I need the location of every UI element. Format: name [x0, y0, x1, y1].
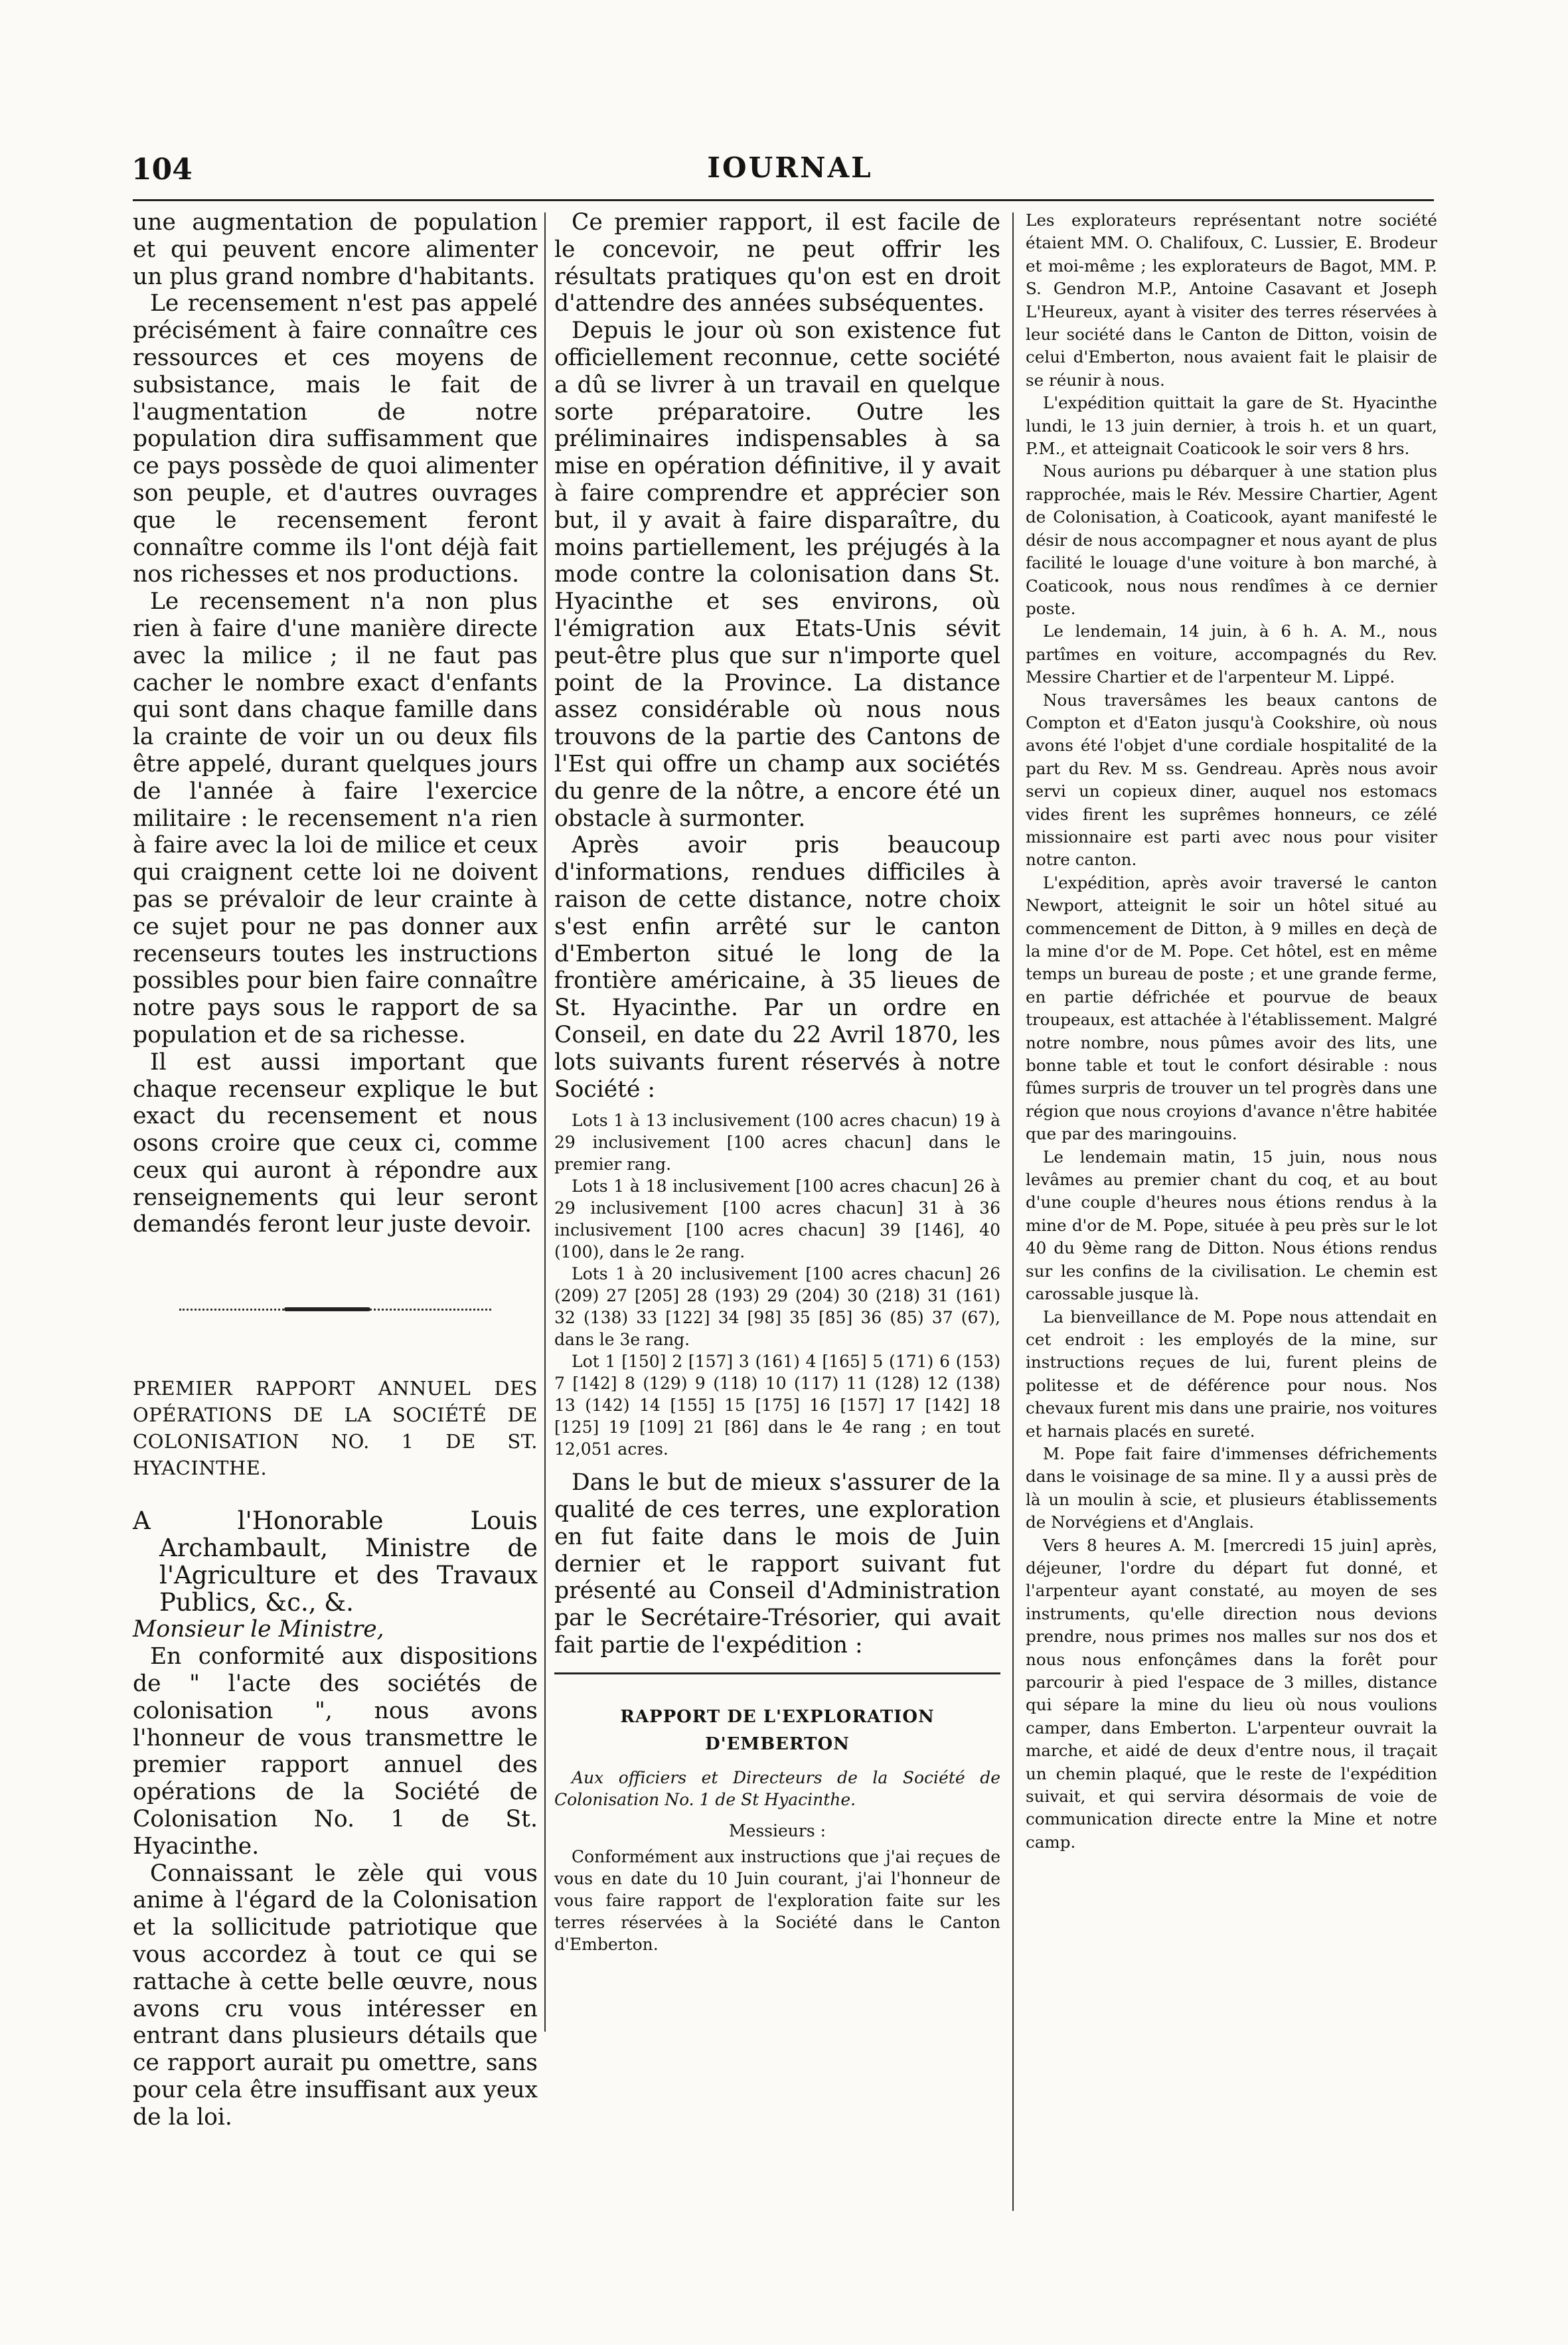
- page-number: 104: [131, 153, 193, 187]
- header-rule: [133, 199, 1434, 201]
- right-paragraph: La bienveillance de M. Pope nous attendait en cet endroit : les employés de la mine, sur instructions reçues de lui, furent pleins de politesse et de déférence pour nous. Nos chevaux furent mis dans une prairie, nos voitures et harnais placés en sureté.: [1026, 1307, 1437, 1441]
- left-column: [133, 209, 538, 2131]
- right-paragraph: Nous traversâmes les beaux cantons de Compton et d'Eaton jusqu'à Cookshire, où nous avons été l'objet d'une cordiale hospitalité de la part du Rev. M ss. Gendreau. Après nous avoir servi un copieux diner, auquel nos estomacs vides firent les suprêmes honneurs, ce zélé missionnaire est parti avec nous pour visiter notre canton.: [1026, 690, 1437, 870]
- column-divider-right: [1012, 212, 1014, 2211]
- lots-entry: Lots 1 à 18 inclusivement [100 acres chacun] 26 à 29 inclusivement [100 acres chacun] 31 à 36 inclusivement [100 acres chacun] 39 [146], 40 (100), dans le 2e rang.: [554, 1176, 1000, 1262]
- right-paragraph: Les explorateurs représentant notre société étaient MM. O. Chalifoux, C. Lussier, E. Brodeur et moi-même ; les explorateurs de Bagot, MM. P. S. Gendron M.P., Antoine Casavant et Joseph L'Heureux, ayant à visiter des terres réservées à leur société dans le Canton de Ditton, voisin de celui d'Emberton, nous avaient fait le plaisir de se réunir à nous.: [1026, 210, 1437, 390]
- middle-column: [554, 209, 1000, 1955]
- right-column: [1026, 209, 1437, 1854]
- lots-entry: Lots 1 à 20 inclusivement [100 acres chacun] 26 (209) 27 [205] 28 (193) 29 (204) 30 (218) 31 (161) 32 (138) 33 [122] 34 [98] 35 [85] 36 (85) 37 (67), dans le 3e rang.: [554, 1264, 1000, 1350]
- right-paragraph: Le lendemain, 14 juin, à 6 h. A. M., nous partîmes en voiture, accompagnés du Rev. Messire Chartier et de l'arpenteur M. Lippé.: [1026, 621, 1437, 687]
- right-paragraph: L'expédition, après avoir traversé le canton Newport, atteignit le soir un hôtel situé au commencement de Ditton, à 9 milles en deçà de la mine d'or de M. Pope. Cet hôtel, est en même temps un bureau de poste ; et une grande ferme, en partie défrichée et pourvue de beaux troupeaux, est attachée à l'établissement. Malgré notre nombre, nous pûmes avoir des lits, une bonne table et tout le confort désirable : nous fûmes surpris de trouver un tel progrès dans une région que nous croyions d'avance n'être habitée que par des maringouins.: [1026, 872, 1437, 1144]
- right-paragraph: Nous aurions pu débarquer à une station plus rapprochée, mais le Rév. Messire Chartier, Agent de Colonisation, à Coaticook, ayant manifesté le désir de nous accompagner et nous ayant de plus facilité le louage d'une voiture à bon marché, à Coaticook, nous nous rendîmes à ce dernier poste.: [1026, 461, 1437, 618]
- report-rule: [554, 1672, 1000, 1674]
- right-paragraph: M. Pope fait faire d'immenses défrichements dans le voisinage de sa mine. Il y a aussi près de là un moulin à scie, et plusieurs établissements de Norvégiens et d'Anglais.: [1026, 1443, 1437, 1532]
- middle-paragraph: Depuis le jour où son existence fut officiellement reconnue, cette société a dû se livrer à un travail en quelque sorte préparatoire. Outre les préliminaires indispensables à sa mise en opération définitive, il y avait à faire comprendre et apprécier son but, il y avait à faire disparaître, du moins partiellement, les préjugés à la mode contre la colonisation dans St. Hyacinthe et ses environs, où l'émigration aux Etats-Unis sévit peut-être plus que sur n'importe quel point de la Province. La distance assez considérable où nous nous trouvons de la partie des Cantons de l'Est qui offre un champ aux sociétés du genre de la nôtre, a encore été un obstacle à surmonter.: [554, 317, 1000, 832]
- report-salutation: Messieurs :: [728, 1821, 826, 1841]
- report-title: RAPPORT DE L'EXPLORATION D'EMBERTON: [620, 1706, 935, 1754]
- right-paragraph: Vers 8 heures A. M. [mercredi 15 juin] après, déjeuner, l'ordre du départ fut donné, et l'arpenteur ayant constaté, au moyen de ses instruments, qu'elle direction nous devions prendre, nous primes nos malles sur nos dos et nous nous enfonçâmes dans la forêt pour parcourir à pied l'espace de 3 milles, distance qui sépare la mine du lieu où nous voulions camper, dans Emberton. L'arpenteur ouvrait la marche, et aidé de deux d'entre nous, il traçait un chemin plaqué, que le reste de l'expédition suivait, et qui servira désormais de voie de communication directe entre la Mine et notre camp.: [1026, 1535, 1437, 1852]
- lots-entry: Lots 1 à 13 inclusivement (100 acres chacun) 19 à 29 inclusivement [100 acres chacun] dans le premier rang.: [554, 1111, 1000, 1174]
- section-title: PREMIER RAPPORT ANNUEL DES OPÉRATIONS DE LA SOCIÉTÉ DE COLONISATION NO. 1 DE ST. HYACINTHE.: [133, 1377, 538, 1480]
- left-paragraph: Le recensement n'a non plus rien à faire d'une manière directe avec la milice ; il ne faut pas cacher le nombre exact d'enfants qui sont dans chaque famille dans la crainte de voir un ou deux fils être appelé, durant quelques jours de l'année à faire l'exercice militaire : le recensement n'a rien à faire avec la loi de milice et ceux qui craignent cette loi ne doivent pas se prévaloir de leur crainte à ce sujet pour ne pas donner aux recenseurs toutes les instructions possibles pour bien faire connaître notre pays sous le rapport de sa population et de sa richesse.: [133, 588, 538, 1048]
- right-paragraph: Le lendemain matin, 15 juin, nous nous levâmes au premier chant du coq, et au bout d'une couple d'heures nous étions rendus à la mine d'or de M. Pope, située à peu près sur le lot 40 du 9ème rang de Ditton. Nous étions rendus sur les confins de la civilisation. Le chemin est carossable jusque là.: [1026, 1147, 1437, 1304]
- letter-salutation: Monsieur le Ministre,: [133, 1616, 384, 1643]
- report-subtitle: Aux officiers et Directeurs de la Société de Colonisation No. 1 de St Hyacinthe.: [554, 1768, 1000, 1810]
- lots-list: [554, 1109, 1000, 1460]
- report-body: Conformément aux instructions que j'ai reçues de vous en date du 10 Juin courant, j'ai l'honneur de vous faire rapport de l'exploration faite sur les terres réservées à la Société dans le Canton d'Emberton.: [554, 1847, 1000, 1955]
- column-divider-left: [544, 212, 546, 2032]
- middle-paragraph: Ce premier rapport, il est facile de le concevoir, ne peut offrir les résultats pratiques qu'on est en droit d'attendre des années subséquentes.: [554, 209, 1000, 317]
- journal-title: IOURNAL: [707, 151, 873, 184]
- lots-entry: Lot 1 [150] 2 [157] 3 (161) 4 [165] 5 (171) 6 (153) 7 [142] 8 (129) 9 (118) 10 (117) 11 (128) 12 (138) 13 (142) 14 [155] 15 [175] 16 [157] 17 [142] 18 [125] 19 [109] 21 [86] dans le 4e rang ; en tout 12,051 acres.: [554, 1352, 1000, 1459]
- middle-paragraph: Après avoir pris beaucoup d'informations, rendues difficiles à raison de cette distance, notre choix s'est enfin arrêté sur le canton d'Emberton situé le long de la frontière américaine, à 35 lieues de St. Hyacinthe. Par un ordre en Conseil, en date du 22 Avril 1870, les lots suivants furent réservés à notre Société :: [554, 832, 1000, 1103]
- letter-paragraph: En conformité aux dispositions de " l'acte des sociétés de colonisation ", nous avons l'honneur de vous transmettre le premier rapport annuel des opérations de la Société de Colonisation No. 1 de St. Hyacinthe.: [133, 1643, 538, 1860]
- left-paragraph: Il est aussi important que chaque recenseur explique le but exact du recensement et nous osons croire que ceux ci, comme ceux qui auront à répondre aux renseignements qui leur seront demandés feront leur juste devoir.: [133, 1048, 538, 1238]
- section-separator: [133, 1297, 538, 1323]
- middle-paragraph: Dans le but de mieux s'assurer de la qualité de ces terres, une exploration en fut faite dans le mois de Juin dernier et le rapport suivant fut présenté au Conseil d'Administration par le Secrétaire-Trésorier, qui avait fait partie de l'expédition :: [554, 1469, 1000, 1659]
- right-paragraph: L'expédition quittait la gare de St. Hyacinthe lundi, le 13 juin dernier, à trois h. et un quart, P.M., et atteignait Coaticook le soir vers 8 hrs.: [1026, 393, 1437, 459]
- letter-addressee: A l'Honorable Louis Archambault, Ministre de l'Agriculture et des Travaux Publics, &c., &.: [133, 1506, 538, 1617]
- left-paragraph: Le recensement n'est pas appelé précisément à faire connaître ces ressources et ces moyens de subsistance, mais le fait de l'augmentation de notre population dira suffisamment que ce pays possède de quoi alimenter son peuple, et d'autres ouvrages que le recensement feront connaître comme ils l'ont déjà fait nos richesses et nos productions.: [133, 290, 538, 588]
- left-paragraph: une augmentation de population et qui peuvent encore alimenter un plus grand nombre d'habitants.: [133, 209, 538, 290]
- letter-paragraph: Connaissant le zèle qui vous anime à l'égard de la Colonisation et la sollicitude patriotique que vous accordez à tout ce qui se rattache à cette belle œuvre, nous avons cru vous intéresser en entrant dans plusieurs détails que ce rapport aurait pu omettre, sans pour cela être insuffisant aux yeux de la loi.: [133, 1860, 538, 2131]
